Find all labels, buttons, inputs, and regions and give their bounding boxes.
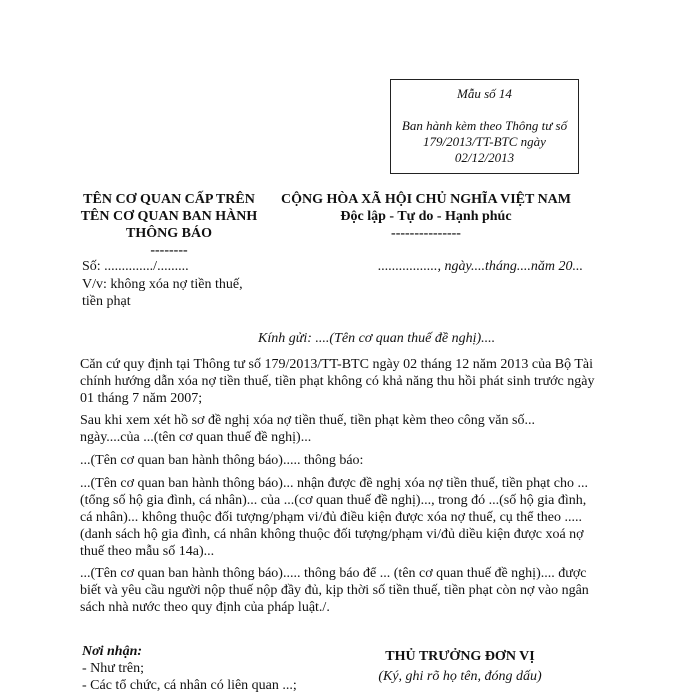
paragraph-line: (tổng số hộ gia đình, cá nhân)... của ...(cơ quan thuế đề nghị)..., trong đó ...(số hộ gia đình,	[80, 493, 587, 508]
subject-block	[82, 276, 243, 310]
paragraph-line: biết và yêu cầu người nộp thuế nộp đầy đủ, kịp thời số tiền thuế, tiền phạt còn nợ vào ngân	[80, 583, 589, 598]
national-motto: Độc lập - Tự do - Hạnh phúc	[340, 209, 512, 224]
recipient: Kính gửi: ....(Tên cơ quan thuế đề nghị)....	[258, 331, 496, 346]
national-header	[276, 191, 576, 242]
issuing-agency-header	[62, 191, 276, 259]
paragraph-review	[80, 412, 620, 446]
signature-block	[340, 647, 580, 687]
paragraph-details	[80, 475, 620, 560]
paragraph-line: ...(Tên cơ quan ban hành thông báo)..... thông báo để ... (tên cơ quan thuế đề nghị).... được	[80, 566, 587, 581]
signer-title: THỦ TRƯỞNG ĐƠN VỊ	[385, 649, 535, 664]
issued-line-3: 02/12/2013	[454, 150, 515, 165]
paragraph-announce	[80, 452, 620, 469]
form-issued-note	[395, 118, 574, 166]
paragraph-line: cá nhân)... không thuộc đối tượng/phạm vi/đủ điều kiện được xóa nợ thuế, cụ thể theo .....	[80, 510, 583, 525]
date: ngày....tháng....năm 20...	[444, 259, 583, 274]
form-number: Mẫu số 14	[457, 86, 512, 101]
issuing-agency-name-cont: THÔNG BÁO	[126, 226, 212, 241]
paragraph-line: ngày....của ...(tên cơ quan thuế đề nghị)...	[80, 430, 312, 445]
issuing-agency-name: TÊN CƠ QUAN BAN HÀNH	[80, 209, 258, 224]
paragraph-line: (danh sách hộ gia đình, cá nhân không thuộc đối tượng/phạm vi/đủ diều kiện được xoá nợ	[80, 527, 584, 542]
paragraph-line: 01 tháng 7 năm 2007;	[80, 391, 203, 406]
recipients-block	[82, 643, 297, 694]
paragraph-line: chính hướng dẫn xóa nợ tiền thuế, tiền phạt không có khả năng thu hồi phát sinh trước ngày	[80, 374, 595, 389]
paragraph-line: ...(Tên cơ quan ban hành thông báo)..... thông báo:	[80, 453, 364, 468]
paragraph-line: Sau khi xem xét hồ sơ đề nghị xóa nợ tiền thuế, tiền phạt kèm theo công văn số...	[80, 413, 535, 428]
recipients-title: Nơi nhận:	[82, 644, 143, 659]
paragraph-line: ...(Tên cơ quan ban hành thông báo)... nhận được đề nghị xóa nợ tiền thuế, tiền phạt cho ...	[80, 476, 588, 491]
paragraph-line: Căn cứ quy định tại Thông tư số 179/2013/TT-BTC ngày 02 tháng 12 năm 2013 của Bộ Tài	[80, 357, 594, 372]
place: .................,	[378, 259, 445, 274]
paragraph-line: thuế theo mẫu số 14a)...	[80, 544, 215, 559]
superior-agency-name: TÊN CƠ QUAN CẤP TRÊN	[83, 192, 255, 207]
subject-line-1: V/v: không xóa nợ tiền thuế,	[82, 277, 243, 292]
signature-instruction: (Ký, ghi rõ họ tên, đóng dấu)	[378, 669, 542, 684]
country-name: CỘNG HÒA XÃ HỘI CHỦ NGHĨA VIỆT NAM	[280, 192, 571, 207]
place-date	[378, 259, 583, 275]
paragraph-line: sách nhà nước theo quy định của pháp luật./.	[80, 600, 330, 615]
recipient-item: - Các tổ chức, cá nhân có liên quan ...;	[82, 678, 297, 693]
form-template-box	[390, 79, 579, 174]
issued-line-2: 179/2013/TT-BTC ngày	[423, 134, 546, 149]
recipient-item: - Như trên;	[82, 661, 145, 676]
agency-separator: --------	[150, 243, 188, 258]
subject-line-2: tiền phạt	[82, 294, 131, 309]
issued-line-1: Ban hành kèm theo Thông tư số	[401, 118, 568, 133]
document-number: Số: ............../.........	[82, 259, 189, 274]
paragraph-request	[80, 565, 620, 616]
motto-separator: ---------------	[391, 226, 461, 241]
paragraph-legal-basis	[80, 356, 620, 407]
